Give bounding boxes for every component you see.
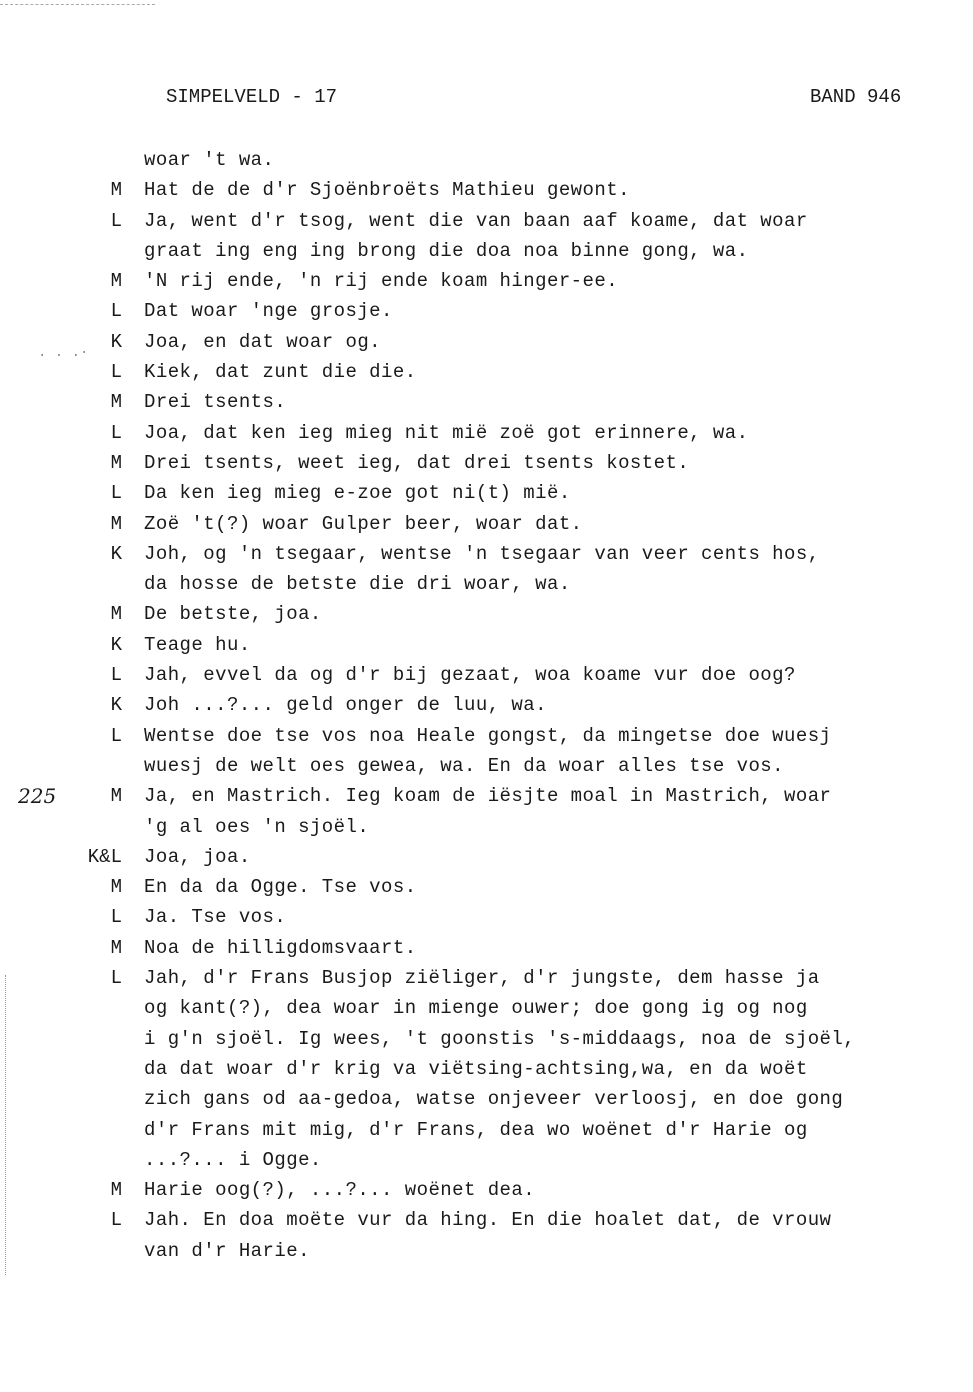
utterance-text: Joa, dat ken ieg mieg nit mië zoë got erinnere, wa. <box>144 421 749 444</box>
utterance-text: Joa, en dat woar og. <box>144 330 382 353</box>
utterance-text: Ja, went d'r tsog, went die van baan aaf koame, dat woar graat ing eng ing brong die doa noa binne gong, wa. <box>144 209 808 262</box>
transcript-turn <box>0 387 973 417</box>
transcript-turn <box>0 660 973 690</box>
utterance-text: De betste, joa. <box>144 603 322 626</box>
speaker-label: L <box>110 361 122 384</box>
transcript-turn <box>0 933 973 963</box>
transcript-turn <box>0 902 973 932</box>
utterance-text: Drei tsents. <box>144 391 287 414</box>
utterance-text: Da ken ieg mieg e-zoe got ni(t) mië. <box>144 482 571 505</box>
speaker-label: L <box>110 300 122 323</box>
transcript-turn <box>0 448 973 478</box>
transcript-turn <box>0 842 973 872</box>
transcript-turn <box>0 630 973 660</box>
utterance-text: Teage hu. <box>144 633 251 656</box>
transcript-turn <box>0 1205 973 1266</box>
utterance-text: Kiek, dat zunt die die. <box>144 361 417 384</box>
speaker-label: M <box>110 936 122 959</box>
transcript-turn <box>0 690 973 720</box>
speaker-label: L <box>110 724 122 747</box>
transcript-turn <box>0 599 973 629</box>
transcript-turn <box>0 963 973 1175</box>
utterance-text: Harie oog(?), ...?... woënet dea. <box>144 1179 536 1202</box>
utterance-text: 'N rij ende, 'n rij ende koam hinger-ee. <box>144 270 619 293</box>
utterance-text: Joh, og 'n tsegaar, wentse 'n tsegaar van veer cents hos, da hosse de betste die dri woar, wa. <box>144 542 820 596</box>
transcript-turn <box>0 509 973 539</box>
speaker-label: M <box>110 391 122 414</box>
speaker-label: L <box>110 967 122 990</box>
transcript-turn <box>0 357 973 387</box>
utterance-text: Jah, evvel da og d'r bij gezaat, woa koame vur doe oog? <box>144 664 796 687</box>
utterance-text: Zoë 't(?) woar Gulper beer, woar dat. <box>144 512 583 535</box>
speaker-label: K <box>110 694 122 717</box>
transcript-body <box>0 145 973 1266</box>
transcript-turn <box>0 1175 973 1205</box>
transcript-turn <box>0 781 973 842</box>
page-title: SIMPELVELD - 17 <box>166 86 338 108</box>
utterance-text: Hat de de d'r Sjoënbroëts Mathieu gewont. <box>144 179 630 202</box>
top-edge-mark <box>0 4 155 5</box>
transcript-turn <box>0 539 973 600</box>
speaker-label: L <box>110 209 122 232</box>
speaker-label: M <box>110 179 122 202</box>
utterance-text: En da da Ogge. Tse vos. <box>144 876 417 899</box>
utterance-text: Dat woar 'nge grosje. <box>144 300 393 323</box>
speaker-label: M <box>110 1179 122 1202</box>
speaker-label: K&L <box>87 845 122 868</box>
transcript-turn <box>0 478 973 508</box>
speaker-label: L <box>110 664 122 687</box>
speaker-label: L <box>110 1209 122 1232</box>
speaker-label: K <box>110 330 122 353</box>
utterance-text: Joh ...?... geld onger de luu, wa. <box>144 694 547 717</box>
utterance-text: Noa de hilligdomsvaart. <box>144 936 417 959</box>
speaker-label: K <box>110 542 122 565</box>
speaker-label: M <box>110 270 122 293</box>
utterance-text: Drei tsents, weet ieg, dat drei tsents kostet. <box>144 451 690 474</box>
speaker-label: M <box>110 451 122 474</box>
band-number: BAND 946 <box>810 86 902 108</box>
transcript-turn <box>0 418 973 448</box>
utterance-text: Ja. Tse vos. <box>144 906 287 929</box>
utterance-text: Jah. En doa moëte vur da hing. En die hoalet dat, de vrouw van d'r Harie. <box>144 1209 832 1262</box>
speaker-label: K <box>110 633 122 656</box>
transcript-turn <box>0 206 973 267</box>
utterance-text: woar 't wa. <box>144 149 275 171</box>
utterance-text: Ja, en Mastrich. Ieg koam de iësjte moal in Mastrich, woar 'g al oes 'n sjoël. <box>144 785 832 838</box>
margin-mark: . . .· <box>38 345 89 361</box>
transcript-turn <box>0 266 973 296</box>
transcript-turn <box>0 145 973 175</box>
utterance-text: Jah, d'r Frans Busjop ziëliger, d'r jungste, dem hasse ja og kant(?), dea woar in mienge ouwer; doe gong ig og nog i g'n sjoël. Ig wees, 't goonstis 's-middaags, noa de sjoël, da dat woar d'r krig va viëtsing-achtsing,wa, en da woët zich gans od aa-gedoa, watse onjeveer verloosj, en doe gong d'r Frans mit mig, d'r Frans, dea wo woënet d'r Harie og ...?... i Ogge. <box>144 967 856 1171</box>
transcript-turn <box>0 721 973 782</box>
speaker-label: L <box>110 482 122 505</box>
utterance-text: Wentse doe tse vos noa Heale gongst, da mingetse doe wuesj wuesj de welt oes gewea, wa. En da woar alles tse vos. <box>144 724 832 777</box>
speaker-label: M <box>110 603 122 626</box>
transcript-turn <box>0 175 973 205</box>
speaker-label: M <box>110 512 122 535</box>
transcript-turn <box>0 296 973 326</box>
transcript-turn <box>0 327 973 357</box>
speaker-label: M <box>110 876 122 899</box>
speaker-label: L <box>110 421 122 444</box>
margin-number: 225 <box>18 784 57 808</box>
utterance-text: Joa, joa. <box>144 845 251 868</box>
transcript-turn <box>0 872 973 902</box>
speaker-label: L <box>110 906 122 929</box>
speaker-label: M <box>110 785 122 808</box>
